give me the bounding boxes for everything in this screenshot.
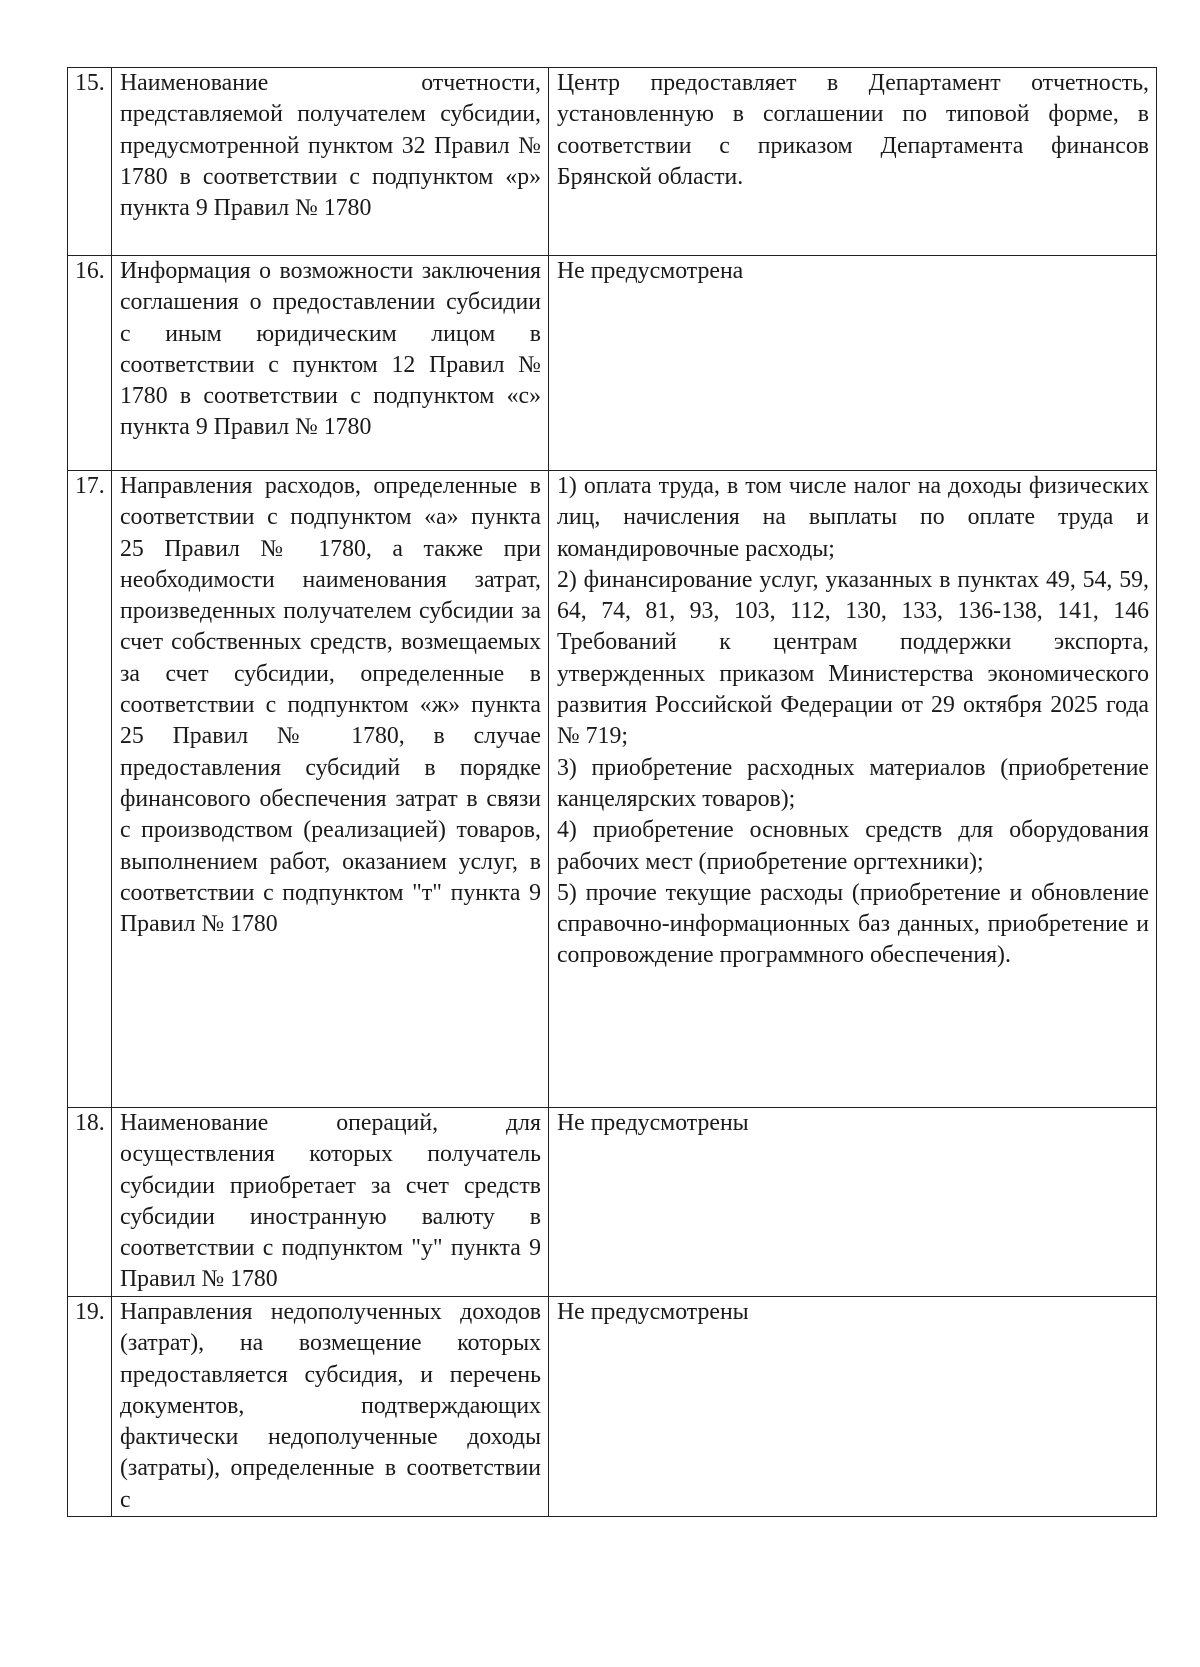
row-value-paragraph: 5) прочие текущие расходы (приобретение и обновление справочно-информационных баз данных, приобретение и сопровождение программного обеспечения). [557, 879, 1149, 969]
table-row [68, 68, 1157, 256]
row-number: 19. [68, 1297, 112, 1517]
row-value-paragraph: Центр предоставляет в Департамент отчетность, установленную в соглашении по типовой форме, в соответствии с приказом Департамента финансов Брянской области. [557, 70, 1149, 190]
row-name: Информация о возможности заключения соглашения о предоставлении субсидии с иным юридическим лицом в соответствии с пунктом 12 Правил № 1780 в соответствии с подпунктом «с» пункта 9 Правил № 1780 [120, 258, 541, 441]
row-number: 18. [68, 1108, 112, 1297]
row-value-paragraph: Не предусмотрены [557, 1110, 749, 1136]
table-row [68, 256, 1157, 471]
row-name-cell [112, 68, 549, 256]
row-name-cell [112, 1108, 549, 1297]
row-name-cell [112, 1297, 549, 1517]
row-name: Наименование отчетности, представляемой получателем субсидии, предусмотренной пунктом 32 Правил № 1780 в соответствии с подпунктом «р» пункта 9 Правил № 1780 [120, 70, 541, 222]
row-value-cell [549, 68, 1157, 256]
row-value-paragraph: 1) оплата труда, в том числе налог на доходы физических лиц, начисления на выплаты по оплате труда и командировочные расходы; [557, 473, 1149, 562]
row-value-cell [549, 471, 1157, 1108]
row-value-cell [549, 256, 1157, 471]
row-name: Наименование операций, для осуществления которых получатель субсидии приобретает за счет средств субсидии иностранную валюту в соответствии с подпунктом "у" пункта 9 Правил № 1780 [120, 1110, 541, 1293]
row-number: 16. [68, 256, 112, 471]
row-name: Направления расходов, определенные в соответствии с подпунктом «а» пункта 25 Правил № 1780, а также при необходимости наименования затрат, произведенных получателем субсидии за счет собственных средств, возмещаемых за счет субсидии, определенные в соответствии с подпунктом «ж» пункта 25 Правил № 1780, в случае предоставления субсидий в порядке финансового обеспечения затрат в связи с производством (реализацией) товаров, выполнением работ, оказанием услуг, в соответствии с подпунктом "т" пункта 9 Правил № 1780 [120, 473, 541, 938]
row-value-paragraph: 4) приобретение основных средств для оборудования рабочих мест (приобретение оргтехники); [557, 817, 1149, 875]
row-value-paragraph: Не предусмотрена [557, 258, 744, 284]
row-number: 15. [68, 68, 112, 256]
row-value-paragraph: Не предусмотрены [557, 1299, 749, 1325]
row-name: Направления недополученных доходов (затрат), на возмещение которых предоставляется субсидия, и перечень документов, подтверждающих фактически недополученные доходы (затраты), определенные в соответствии с [120, 1299, 541, 1513]
table-row [68, 471, 1157, 1108]
row-name-cell [112, 471, 549, 1108]
table-row [68, 1297, 1157, 1517]
row-value-paragraph: 3) приобретение расходных материалов (приобретение канцелярских товаров); [557, 754, 1149, 812]
requirements-table [67, 67, 1157, 1517]
row-number: 17. [68, 471, 112, 1108]
row-value-cell [549, 1297, 1157, 1517]
table-row [68, 1108, 1157, 1297]
row-value-paragraph: 2) финансирование услуг, указанных в пунктах 49, 54, 59, 64, 74, 81, 93, 103, 112, 130, 133, 136-138, 141, 146 Требований к центрам поддержки экспорта, утвержденных приказом Министерства экономического развития Российской Федерации от 29 октября 2025 года № 719; [557, 566, 1149, 750]
row-value-cell [549, 1108, 1157, 1297]
row-name-cell [112, 256, 549, 471]
